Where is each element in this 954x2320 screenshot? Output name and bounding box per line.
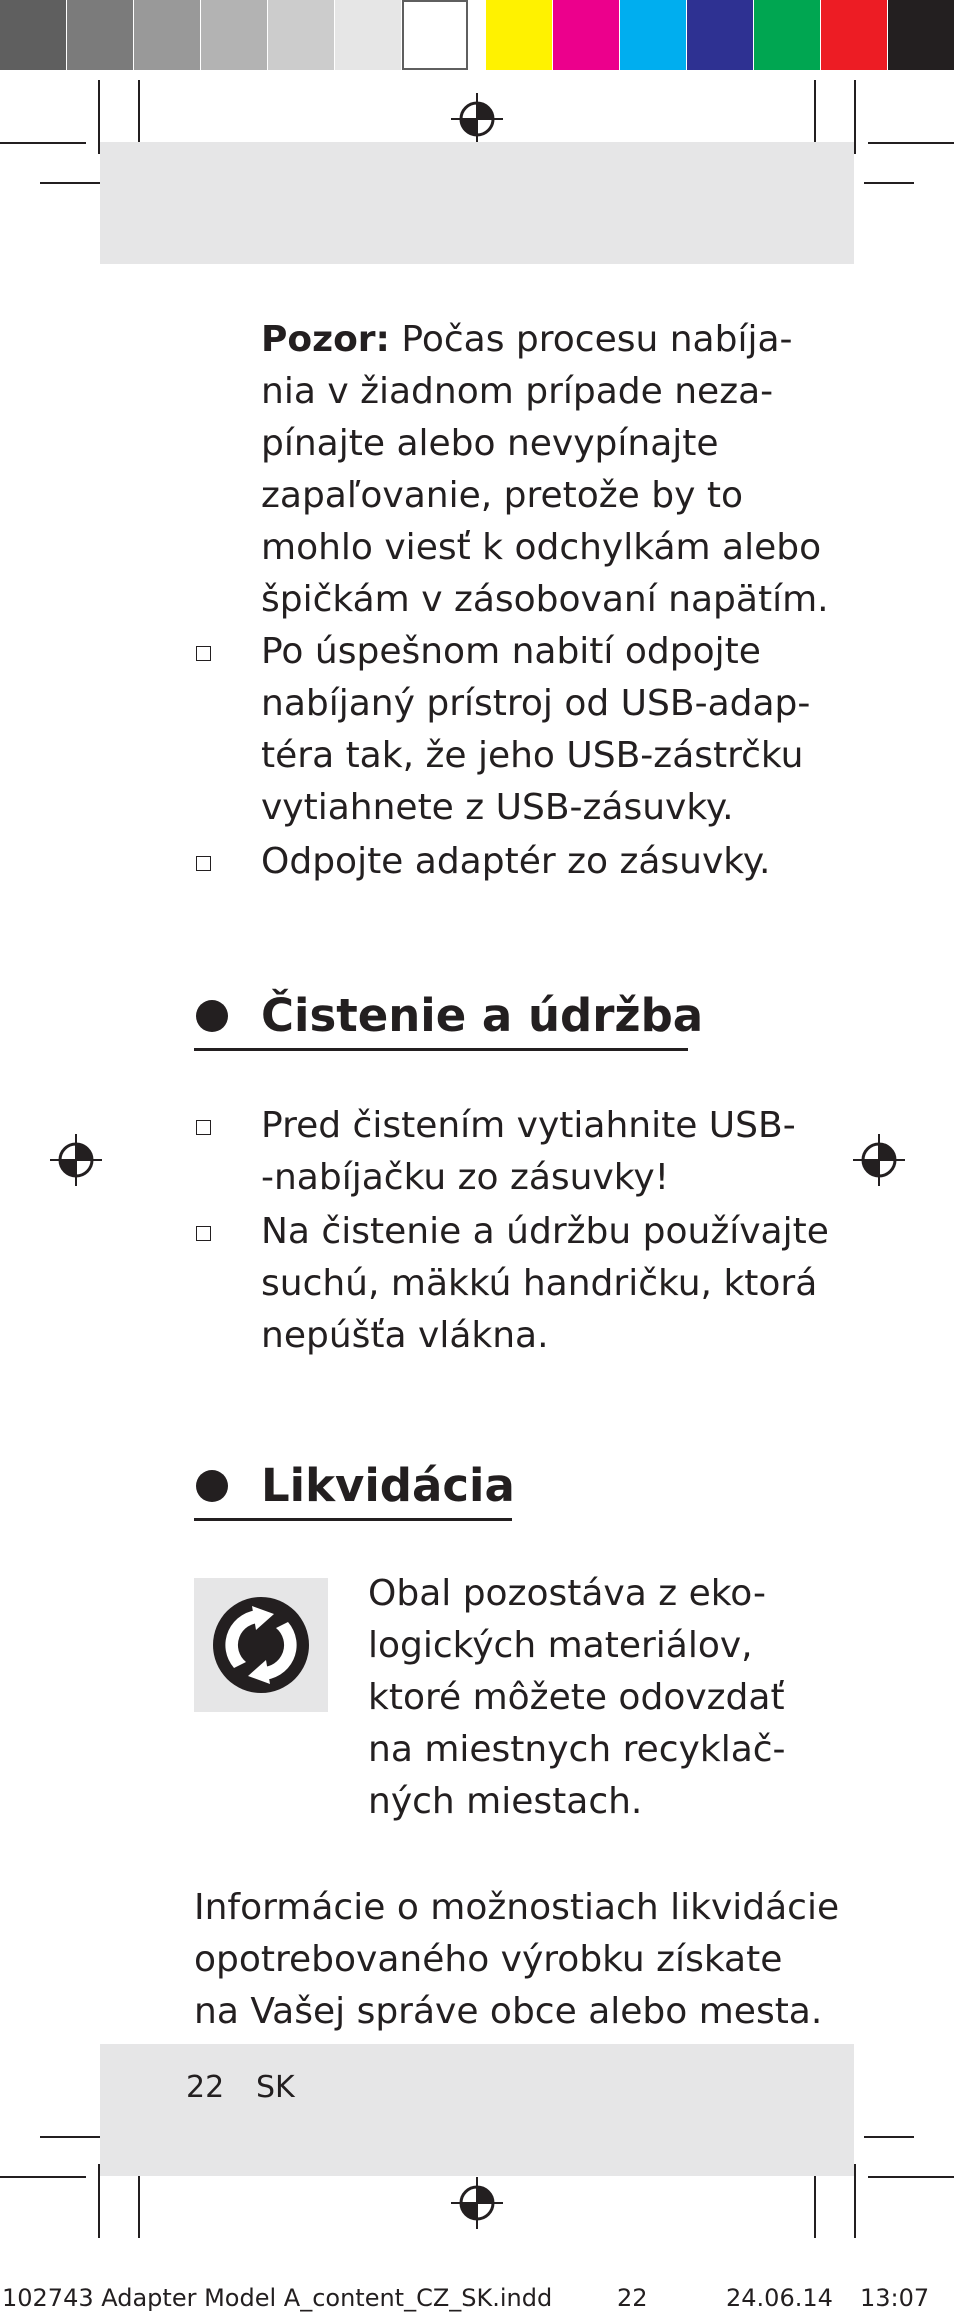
process-color-swatch (620, 0, 686, 70)
slug-date: 24.06.14 (726, 2284, 833, 2312)
packaging-line: ktoré môžete odovzdať (368, 1677, 785, 1718)
info-line: opotrebovaného výrobku získate (194, 1939, 783, 1980)
registration-mark-right-icon (851, 1132, 907, 1188)
slug-file-name: 102743 Adapter Model A_content_CZ_SK.indd (2, 2284, 553, 2312)
info-line: na Vašej správe obce alebo mesta. (194, 1991, 823, 2032)
disposal-info-paragraph (194, 1882, 839, 2038)
crop-mark-br-h (864, 2136, 914, 2138)
process-color-swatch (754, 0, 820, 70)
cleaning-item-cloth (261, 1206, 829, 1362)
caution-line: mohlo viesť k odchylkám alebo (261, 527, 822, 568)
gray-swatch (134, 0, 200, 70)
caution-line: Počas procesu nabíja- (389, 319, 793, 360)
gray-swatch (0, 0, 66, 70)
process-color-swatch (821, 0, 887, 70)
cleaning-line: -nabíjačku zo zásuvky! (261, 1157, 670, 1198)
cleaning-line: Pred čistením vytiahnite USB- (261, 1105, 796, 1146)
caution-line: špičkám v zásobovaní napätím. (261, 579, 829, 620)
gray-swatch (402, 0, 468, 70)
caution-paragraph (261, 314, 829, 626)
step-unplug-device (261, 626, 810, 834)
caution-line: nia v žiadnom prípade neza- (261, 371, 774, 412)
process-color-swatch (888, 0, 954, 70)
crop-mark-tr-v (854, 80, 856, 154)
packaging-paragraph (368, 1568, 786, 1828)
language-code: SK (256, 2070, 295, 2105)
section-underline (194, 1518, 512, 1521)
cleaning-line: suchú, mäkkú handričku, ktorá (261, 1263, 818, 1304)
gray-swatch (335, 0, 401, 70)
section-title-cleaning: Čistenie a údržba (261, 989, 704, 1042)
slug-time: 13:07 (860, 2284, 930, 2312)
section-title-disposal: Likvidácia (261, 1459, 515, 1512)
caution-line: zapaľovanie, pretože by to (261, 475, 743, 516)
crop-mark-bl2-h (0, 2176, 86, 2178)
header-band (100, 142, 854, 264)
section-underline (194, 1048, 688, 1051)
step-line: vytiahnete z USB-zásuvky. (261, 787, 734, 828)
section-bullet-icon (196, 1470, 228, 1502)
step-line: téra tak, že jeho USB-zástrčku (261, 735, 804, 776)
checkbox-bullet (196, 856, 211, 871)
registration-mark-top-icon (449, 91, 505, 147)
process-color-swatch (553, 0, 619, 70)
slug-page: 22 (617, 2284, 648, 2312)
checkbox-bullet (196, 646, 211, 661)
crop-mark-tl2-h (0, 142, 86, 144)
gray-swatch (67, 0, 133, 70)
registration-mark-left-icon (48, 1132, 104, 1188)
packaging-line: logických materiálov, (368, 1625, 753, 1666)
caution-line: pínajte alebo nevypínajte (261, 423, 719, 464)
step-unplug-adapter (261, 836, 770, 888)
checkbox-bullet (196, 1226, 211, 1241)
page-number: 22 (186, 2070, 225, 2105)
step-line: Odpojte adaptér zo zásuvky. (261, 841, 771, 882)
crop-mark-br2-h (868, 2176, 954, 2178)
process-color-swatch (486, 0, 552, 70)
section-bullet-icon (196, 1000, 228, 1032)
process-color-swatch (687, 0, 753, 70)
green-dot-recycling-icon (194, 1578, 328, 1712)
checkbox-bullet (196, 1120, 211, 1135)
print-color-bar (0, 0, 954, 70)
step-line: Po úspešnom nabití odpojte (261, 631, 761, 672)
registration-mark-bottom-icon (449, 2175, 505, 2231)
cleaning-line: Na čistenie a údržbu používajte (261, 1211, 829, 1252)
crop-mark-tr-h (864, 182, 914, 184)
packaging-line: na miestnych recyklač- (368, 1729, 786, 1770)
cleaning-line: nepúšťa vlákna. (261, 1315, 549, 1356)
cleaning-item-unplug (261, 1100, 796, 1204)
gray-swatch (268, 0, 334, 70)
info-line: Informácie o možnostiach likvidácie (194, 1887, 840, 1928)
packaging-line: ných miestach. (368, 1781, 643, 1822)
footer-band (100, 2044, 854, 2176)
gray-swatch (201, 0, 267, 70)
crop-mark-br-v (854, 2164, 856, 2238)
crop-mark-tr2-h (868, 142, 954, 144)
caution-label: Pozor: (261, 319, 390, 360)
packaging-line: Obal pozostáva z eko- (368, 1573, 766, 1614)
step-line: nabíjaný prístroj od USB-adap- (261, 683, 811, 724)
